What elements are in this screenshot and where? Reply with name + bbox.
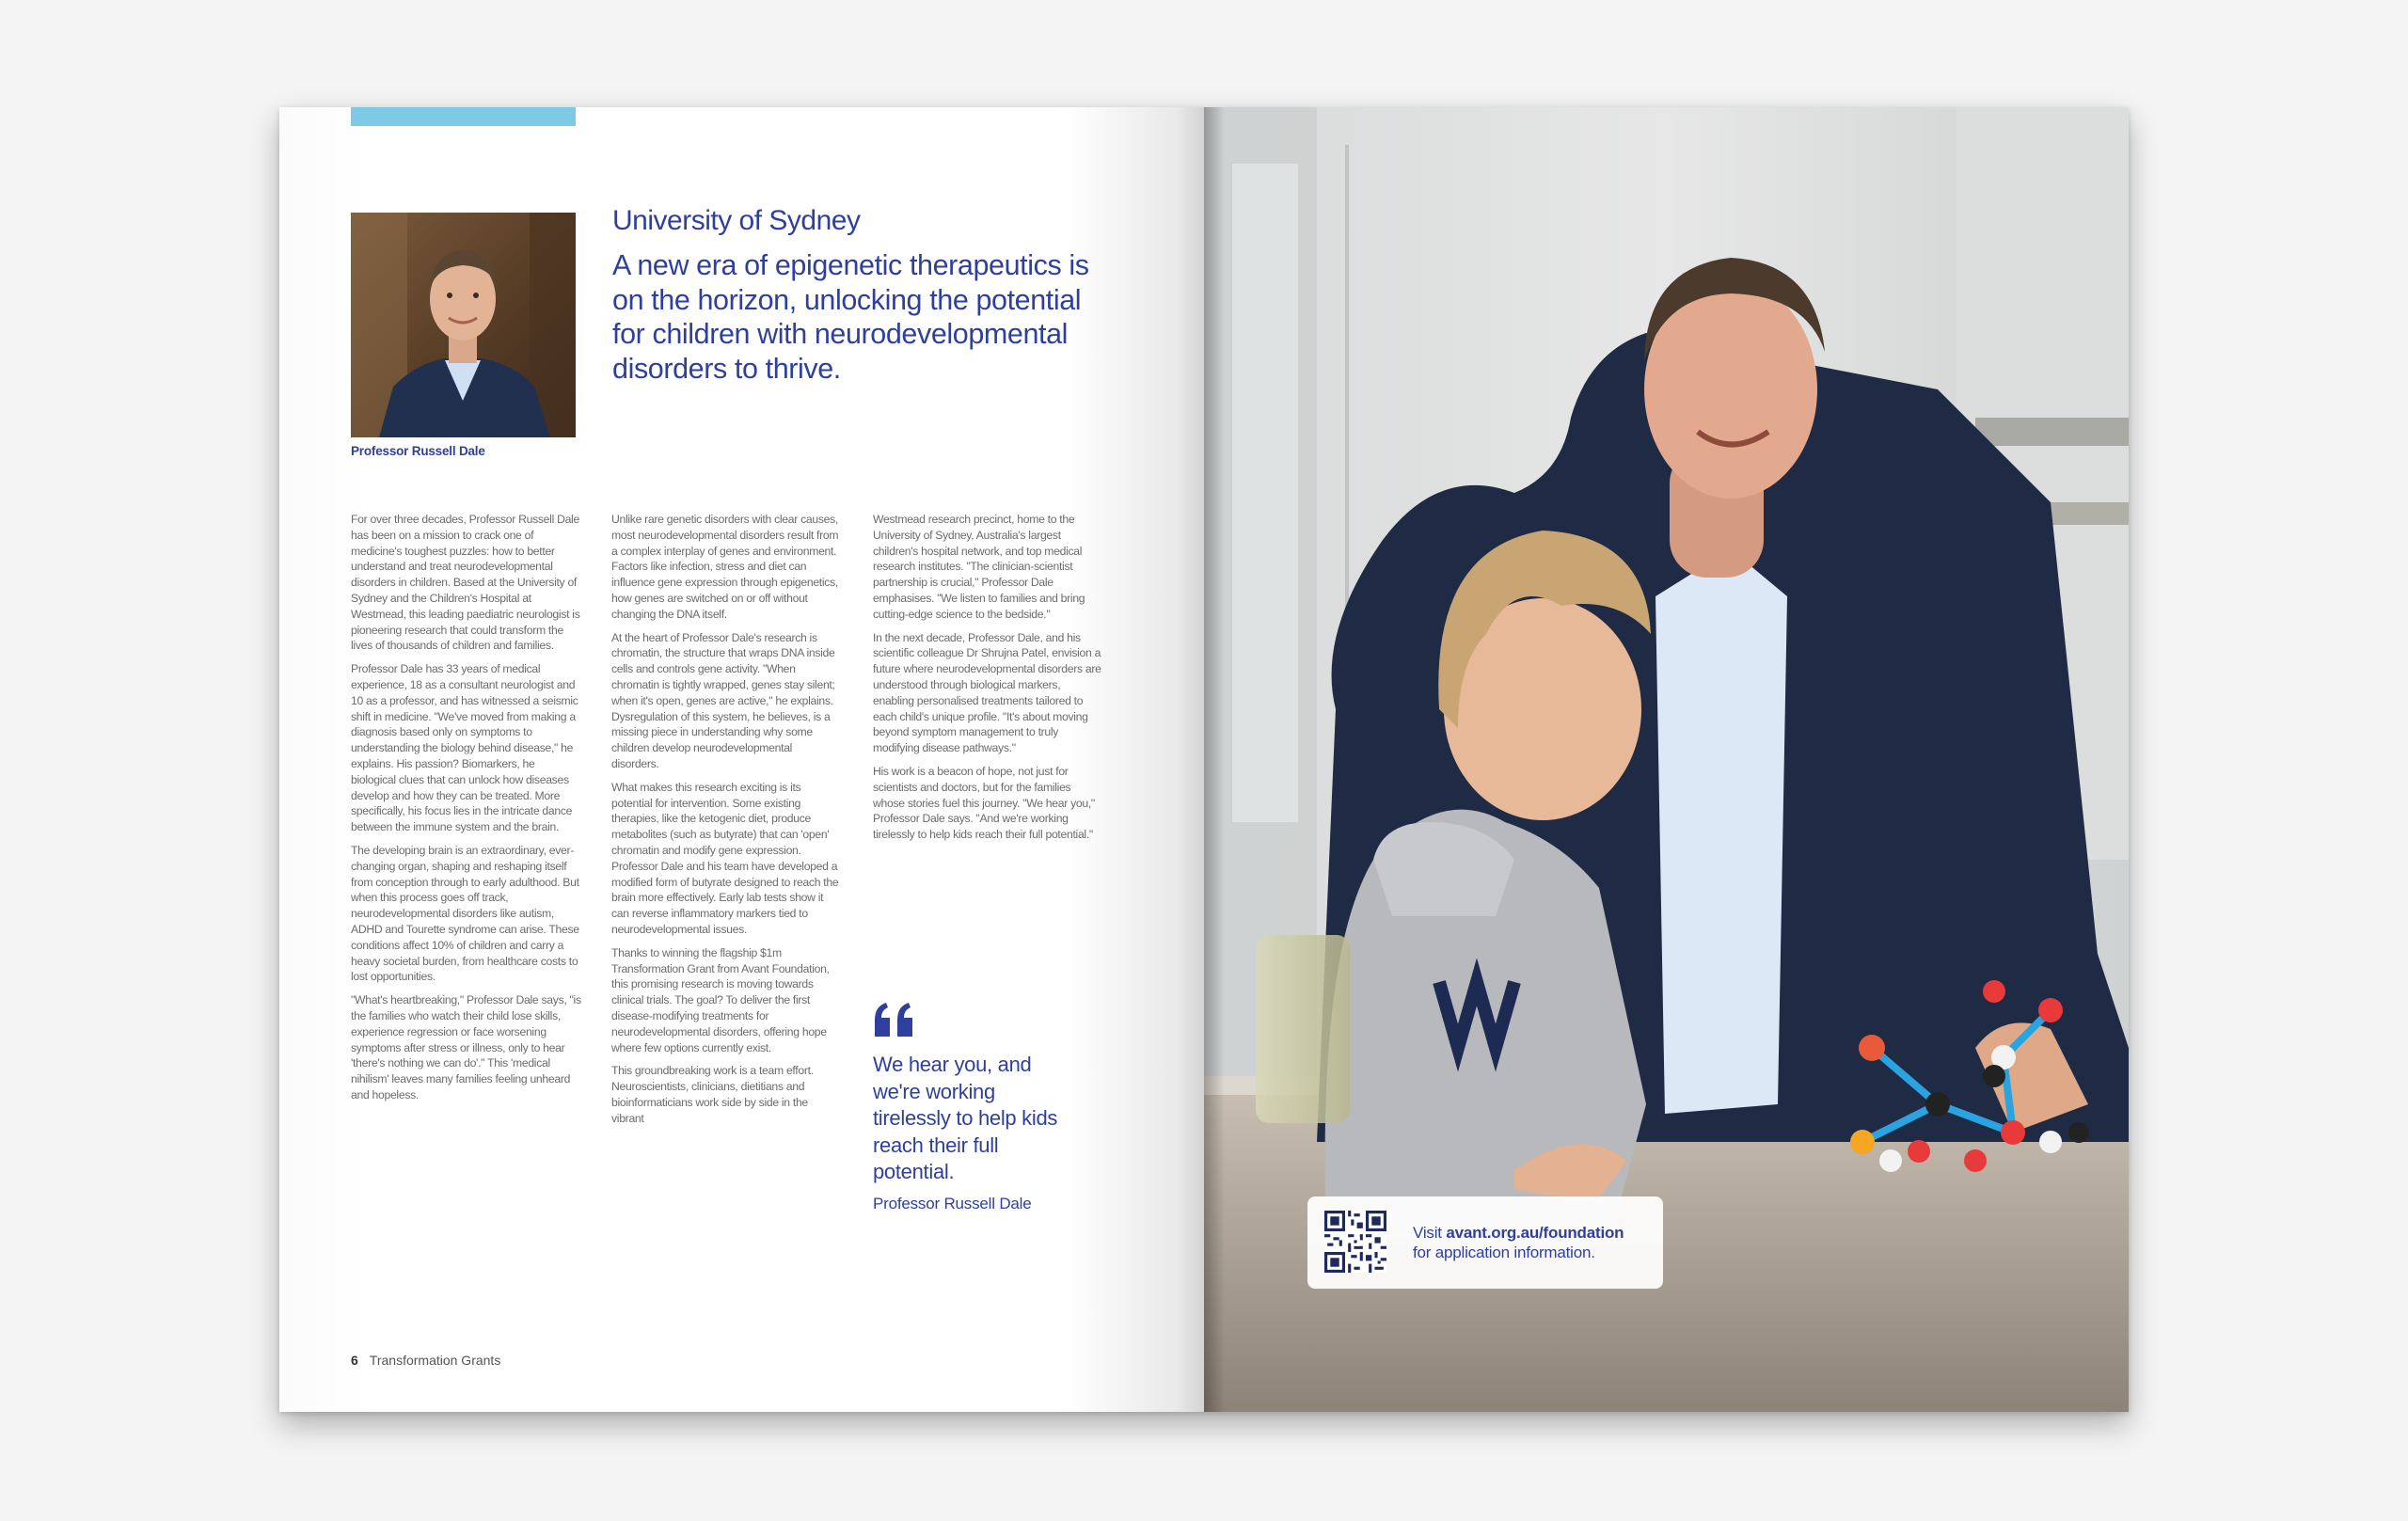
left-page xyxy=(279,107,1204,1412)
paragraph: Professor Dale has 33 years of medical experience, 18 as a consultant neurologist and 10 as a professor, and has witnessed a seismic shift in medicine. "We've moved from making a diagnosis based only on symptoms to understanding the biology behind disease," he explains. His passion? Biomarkers, he biological clues that can unlock how diseases develop and how they can be treated. More specifically, his focus lies in the intricate dance between the immune system and the brain. xyxy=(351,662,578,834)
quote-mark-icon xyxy=(873,1001,916,1038)
qr-code-icon[interactable] xyxy=(1324,1211,1386,1273)
body-column-3 xyxy=(873,512,1103,850)
paragraph: In the next decade, Professor Dale, and his scientific colleague Dr Shrujna Patel, envision a future where neurodevelopmental disorders are understood through biological markers, enabling personalised treatments tailored to each child's unique profile. "It's about moving beyond symptom management to truly modifying disease pathways." xyxy=(873,630,1101,755)
paragraph: The developing brain is an extraordinary, ever-changing organ, shaping and reshaping itself from conception through to early adulthood. But when this process goes off track, neurodevelopmental disorders like autism, ADHD and Tourette syndrome can arise. These conditions affect 10% of children and carry a heavy societal burden, from healthcare costs to lost opportunities. xyxy=(351,843,579,984)
paragraph: His work is a beacon of hope, not just for scientists and doctors, but for the families whose stories fuel this journey. "We hear you," Professor Dale says. "And we're working tirelessly to help kids reach their full potential." xyxy=(873,764,1095,842)
right-page xyxy=(1204,107,2129,1412)
foundation-link[interactable]: avant.org.au/foundation xyxy=(1446,1224,1624,1242)
paragraph: "What's heartbreaking," Professor Dale says, "is the families who watch their child lose skills, experience regression or face worsening symptoms after stress or illness, only to hear 'there's nothing we can do'." This 'medical nihilism' leaves many families feeling unheard and hopeless. xyxy=(351,993,581,1101)
info-suffix: for application information. xyxy=(1413,1244,1595,1261)
paragraph: For over three decades, Professor Russell Dale has been on a mission to crack one of medicine's toughest puzzles: how to better understand and treat neurodevelopmental disorders in children. Based at the University of Sydney and the Children's Hospital at Westmead, this leading paediatric neurologist is pioneering research that could transform the lives of thousands of children and families. xyxy=(351,513,580,653)
paragraph: This groundbreaking work is a team effort. Neuroscientists, clinicians, dietitians and bioinformaticians work side by side in the vibrant xyxy=(611,1064,814,1125)
pull-quote-attribution: Professor Russell Dale xyxy=(873,1195,1032,1212)
spine-shadow xyxy=(1204,107,1225,1412)
paragraph: At the heart of Professor Dale's research is chromatin, the structure that wraps DNA inside cells and controls gene activity. "When chromatin is tightly wrapped, genes stay silent; when it's open, genes are active," he explains. Dysregulation of this system, he believes, is a missing piece in understanding why some children develop neurodevelopmental disorders. xyxy=(611,630,835,770)
accent-bar xyxy=(351,107,576,126)
portrait-caption: Professor Russell Dale xyxy=(351,444,485,458)
info-text xyxy=(1413,1223,1624,1262)
info-box xyxy=(1307,1196,1663,1289)
body-column-2 xyxy=(611,512,842,1133)
body-column-1 xyxy=(351,512,581,1111)
headline: A new era of epigenetic therapeutics is on the horizon, unlocking the potential for children with neurodevelopmental disorders to thrive. xyxy=(612,249,1089,385)
info-prefix: Visit xyxy=(1413,1224,1447,1242)
paragraph: Thanks to winning the flagship $1m Transformation Grant from Avant Foundation, this promising research is moving towards clinical trials. The goal? To deliver the first disease-modifying treatments for neurodevelopmental disorders, offering hope where few options currently exist. xyxy=(611,945,830,1054)
page-number: 6 xyxy=(351,1353,358,1368)
page-footer xyxy=(351,1353,500,1368)
paragraph: Unlike rare genetic disorders with clear causes, most neurodevelopmental disorders result from a complex interplay of genes and environment. Factors like infection, stress and diet can influence gene expression through epigenetics, how genes are switched on or off without changing the DNA itself. xyxy=(611,513,839,621)
institution-title: University of Sydney xyxy=(612,205,861,236)
paragraph: What makes this research exciting is its potential for intervention. Some existing therapies, like the ketogenic diet, produce metabolites (such as butyrate) that can 'open' chromatin and modify gene expression. Professor Dale and his team have developed a modified form of butyrate designed to reach the brain more effectively. Early lab tests show it can reverse inflammatory markers tied to neurodevelopmental issues. xyxy=(611,780,839,936)
pull-quote: We hear you, and we're working tirelessly to help kids reach their full potential. xyxy=(873,1053,1058,1183)
section-name: Transformation Grants xyxy=(369,1353,501,1368)
portrait-photo xyxy=(351,213,576,437)
magazine-spread xyxy=(279,107,2129,1412)
paragraph: Westmead research precinct, home to the University of Sydney, Australia's largest children's hospital network, and top medical research institutes. "The clinician-scientist partnership is crucial," Professor Dale emphasises. "We listen to families and bring cutting-edge science to the bedside." xyxy=(873,513,1085,621)
